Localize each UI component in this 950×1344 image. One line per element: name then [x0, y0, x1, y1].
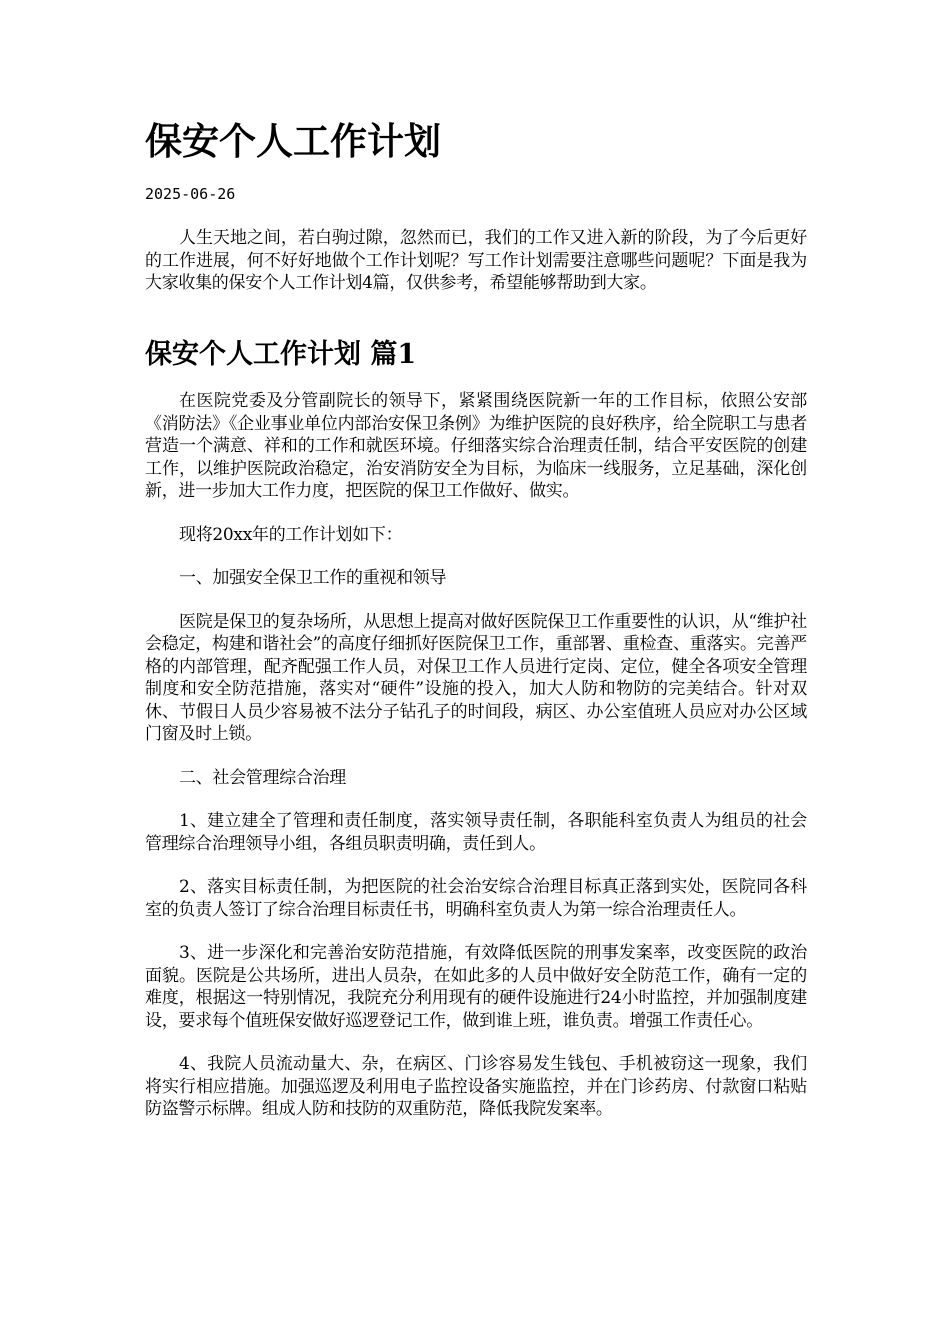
subheading-paragraph: 一、加强安全保卫工作的重视和领导: [179, 568, 447, 588]
list-item-paragraph: 3、进一步深化和完善治安防范措施，有效降低医院的刑事发案率，改变医院的政治面貌。医院是公共场所，进出人员杂，在如此多的人员中做好安全防范工作，确有一定的难度，根据这一特别情况，我院充分利用现有的硬件设施进行24小时监控，并加强制度建设，要求每个值班保安做好巡逻登记工作，做到谁上班，谁负责。增强工作责任心。: [145, 943, 807, 1031]
body-paragraph: 现将20xx年的工作计划如下：: [179, 524, 403, 545]
list-item-paragraph: 2、落实目标责任制，为把医院的社会治安综合治理目标真正落到实处，医院同各科室的负责人签订了综合治理目标责任书，明确科室负责人为第一综合治理责任人。: [145, 877, 807, 920]
list-item-paragraph: 4、我院人员流动量大、杂，在病区、门诊容易发生钱包、手机被窃这一现象，我们将实行相应措施。加强巡逻及利用电子监控设备实施监控，并在门诊药房、付款窗口粘贴防盗警示标牌。组成人防和技防的双重防范，降低我院发案率。: [145, 1054, 807, 1119]
document-date: 2025-06-26: [145, 185, 236, 203]
intro-paragraph: 人生天地之间，若白驹过隙，忽然而已，我们的工作又进入新的阶段，为了今后更好的工作进展，何不好好地做个工作计划呢？写工作计划需要注意哪些问题呢？下面是我为大家收集的保安个人工作计划4篇，仅供参考，希望能够帮助到大家。: [145, 228, 807, 293]
body-paragraph: 医院是保卫的复杂场所，从思想上提高对做好医院保卫工作重要性的认识，从“维护社会稳定，构建和谐社会”的高度仔细抓好医院保卫工作，重部署、重检查、重落实。完善严格的内部管理，配齐配强工作人员，对保卫工作人员进行定岗、定位，健全各项安全管理制度和安全防范措施，落实对“硬件”设施的投入，加大人防和物防的完美结合。针对双休、节假日人员少容易被不法分子钻孔子的时间段，病区、办公室值班人员应对办公区域门窗及时上锁。: [145, 611, 807, 744]
list-item-paragraph: 1、建立建全了管理和责任制度，落实领导责任制，各职能科室负责人为组员的社会管理综合治理领导小组，各组员职责明确，责任到人。: [145, 811, 807, 854]
body-paragraph: 在医院党委及分管副院长的领导下，紧紧围绕医院新一年的工作目标，依照公安部《消防法》《企业事业单位内部治安保卫条例》为维护医院的良好秩序，给全院职工与患者营造一个满意、祥和的工作和就医环境。仔细落实综合治理责任制，结合平安医院的创建工作，以维护医院政治稳定，治安消防安全为目标，为临床一线服务，立足基础，深化创新，进一步加大工作力度，把医院的保卫工作做好、做实。: [145, 391, 807, 501]
document-body: [145, 390, 807, 1142]
document-title: 保安个人工作计划: [145, 119, 441, 163]
subheading-paragraph: 二、社会管理综合治理: [179, 767, 346, 788]
intro-section: [145, 227, 807, 316]
section-heading: 保安个人工作计划 篇1: [145, 339, 417, 370]
